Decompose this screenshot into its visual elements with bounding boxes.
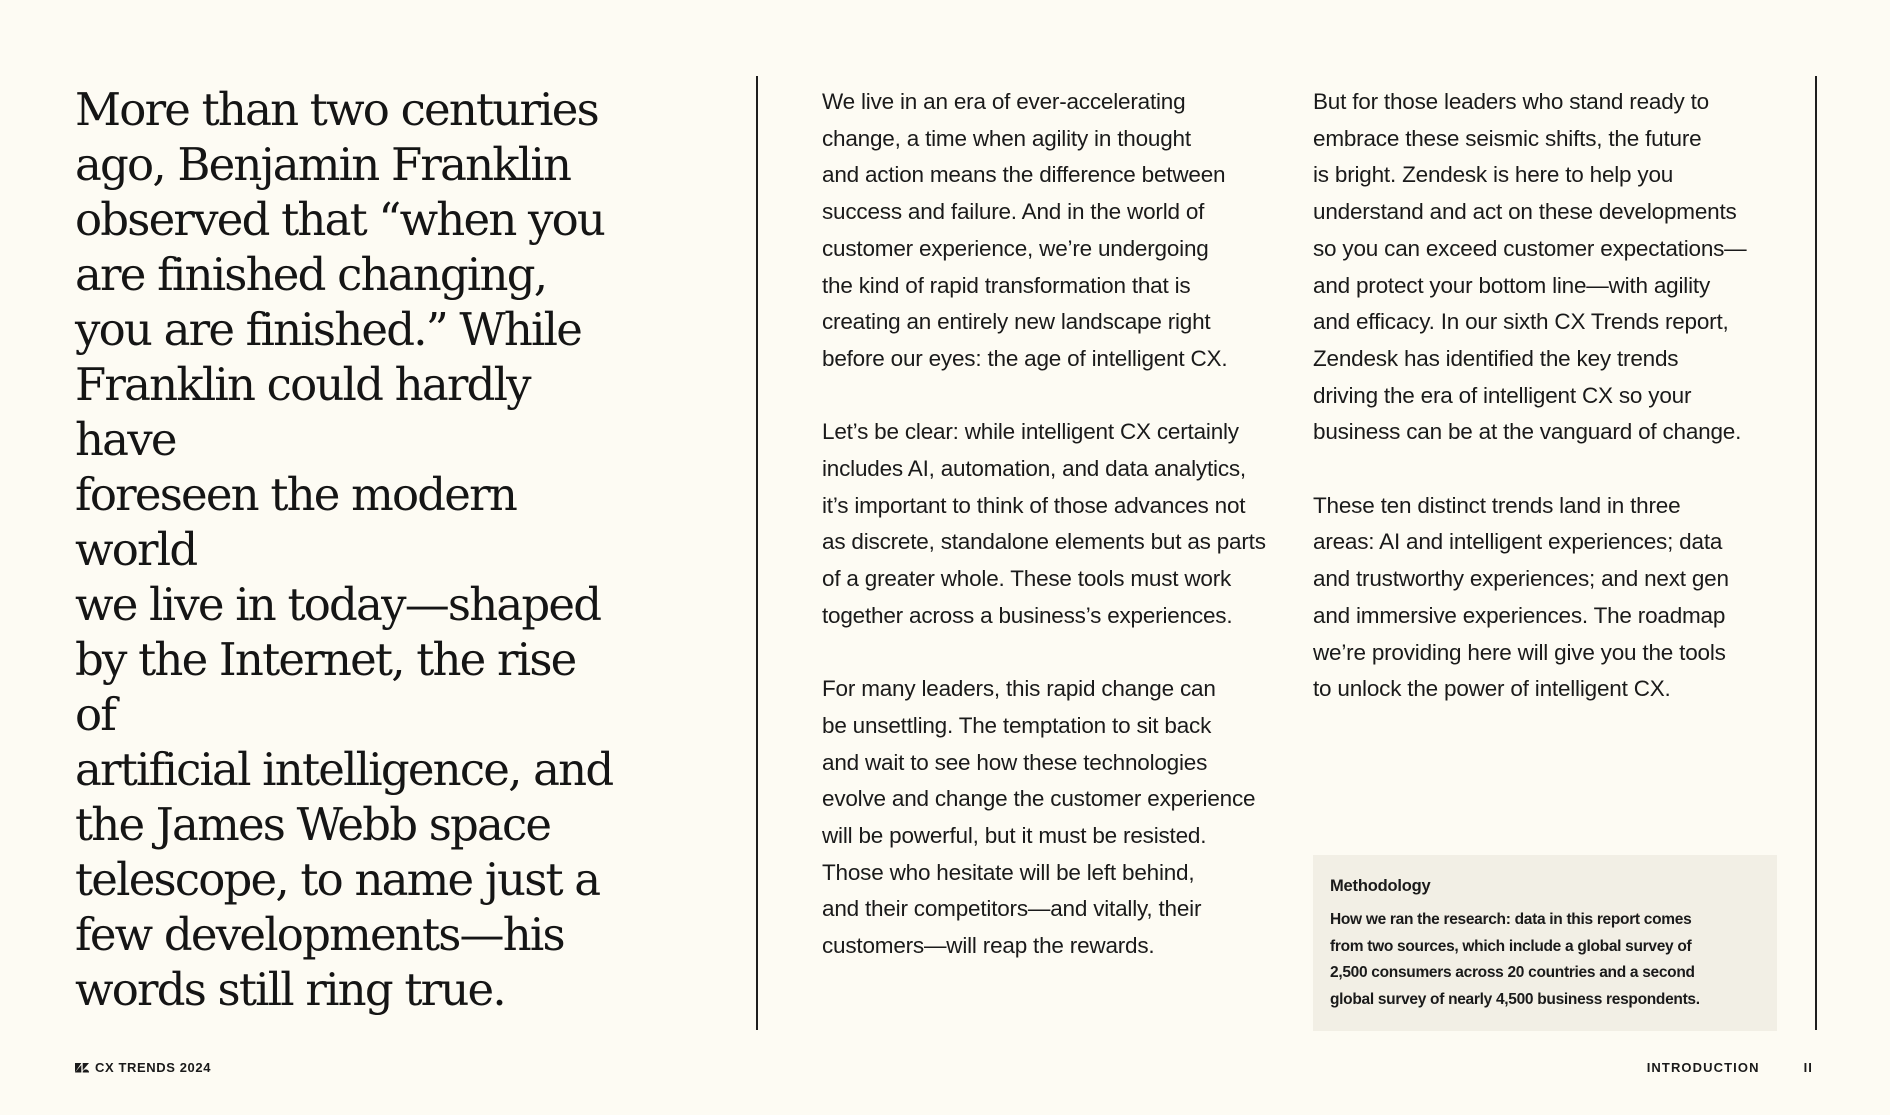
body-paragraph: Let’s be clear: while intelligent CX certainly includes AI, automation, and data analytics, it’s important to think of those advances not as discrete, standalone elements but as parts of a greater whole. These tools must work together across a business’s experiences. <box>822 419 1266 628</box>
body-column-1 <box>822 84 1292 1002</box>
body-paragraph: For many leaders, this rapid change can be unsettling. The temptation to sit back and wait to see how these technologies evolve and change the customer experience will be powerful, but it must be resisted. Those who hesitate will be left behind, and their competitors—and vitally, their customers—will reap the rewards. <box>822 676 1256 959</box>
zendesk-z-icon <box>75 1063 89 1073</box>
methodology-title: Methodology <box>1330 877 1431 895</box>
right-divider-line <box>1815 76 1817 1030</box>
footer-brand-text: CX TRENDS 2024 <box>95 1060 212 1075</box>
body-column-2 <box>1313 84 1788 745</box>
body-paragraph: We live in an era of ever-accelerating change, a time when agility in thought and action means the difference between success and failure. And in the world of customer experience, we’re undergoing the kind of rapid transformation that is creating an entirely new landscape right before our eyes: the age of intelligent CX. <box>822 89 1228 371</box>
body-paragraph: These ten distinct trends land in three areas: AI and intelligent experiences; data and trustworthy experiences; and next gen and immersive experiences. The roadmap we’re providing here will give you the tools to unlock the power of intelligent CX. <box>1313 492 1729 702</box>
methodology-box <box>1313 855 1777 1031</box>
footer-brand <box>75 1060 211 1075</box>
footer-section <box>1647 1060 1813 1075</box>
footer-section-label: INTRODUCTION <box>1646 1060 1760 1075</box>
body-paragraph: But for those leaders who stand ready to embrace these seismic shifts, the future is bright. Zendesk is here to help you understand and act on these developments so you can exceed customer expectations— and protect your bottom line—with agility and efficacy. In our sixth CX Trends report, Zendesk has identified the key trends driving the era of intelligent CX so your business can be at the vanguard of change. <box>1313 89 1747 445</box>
left-divider-line <box>756 76 758 1030</box>
methodology-body: How we ran the research: data in this report comes from two sources, which include a global survey of 2,500 consumers across 20 countries and a second global survey of nearly 4,500 business respondents. <box>1330 911 1700 1009</box>
intro-pull-quote: More than two centuries ago, Benjamin Franklin observed that “when you are finished changing, you are finished.” While Franklin could hardly have foreseen the modern world we live in today—shaped by the Internet, the rise of artificial intelligence, and the James Webb space telescope, to name just a few developments—his words still ring true. <box>75 83 613 1016</box>
footer-page-number: II <box>1803 1060 1813 1075</box>
